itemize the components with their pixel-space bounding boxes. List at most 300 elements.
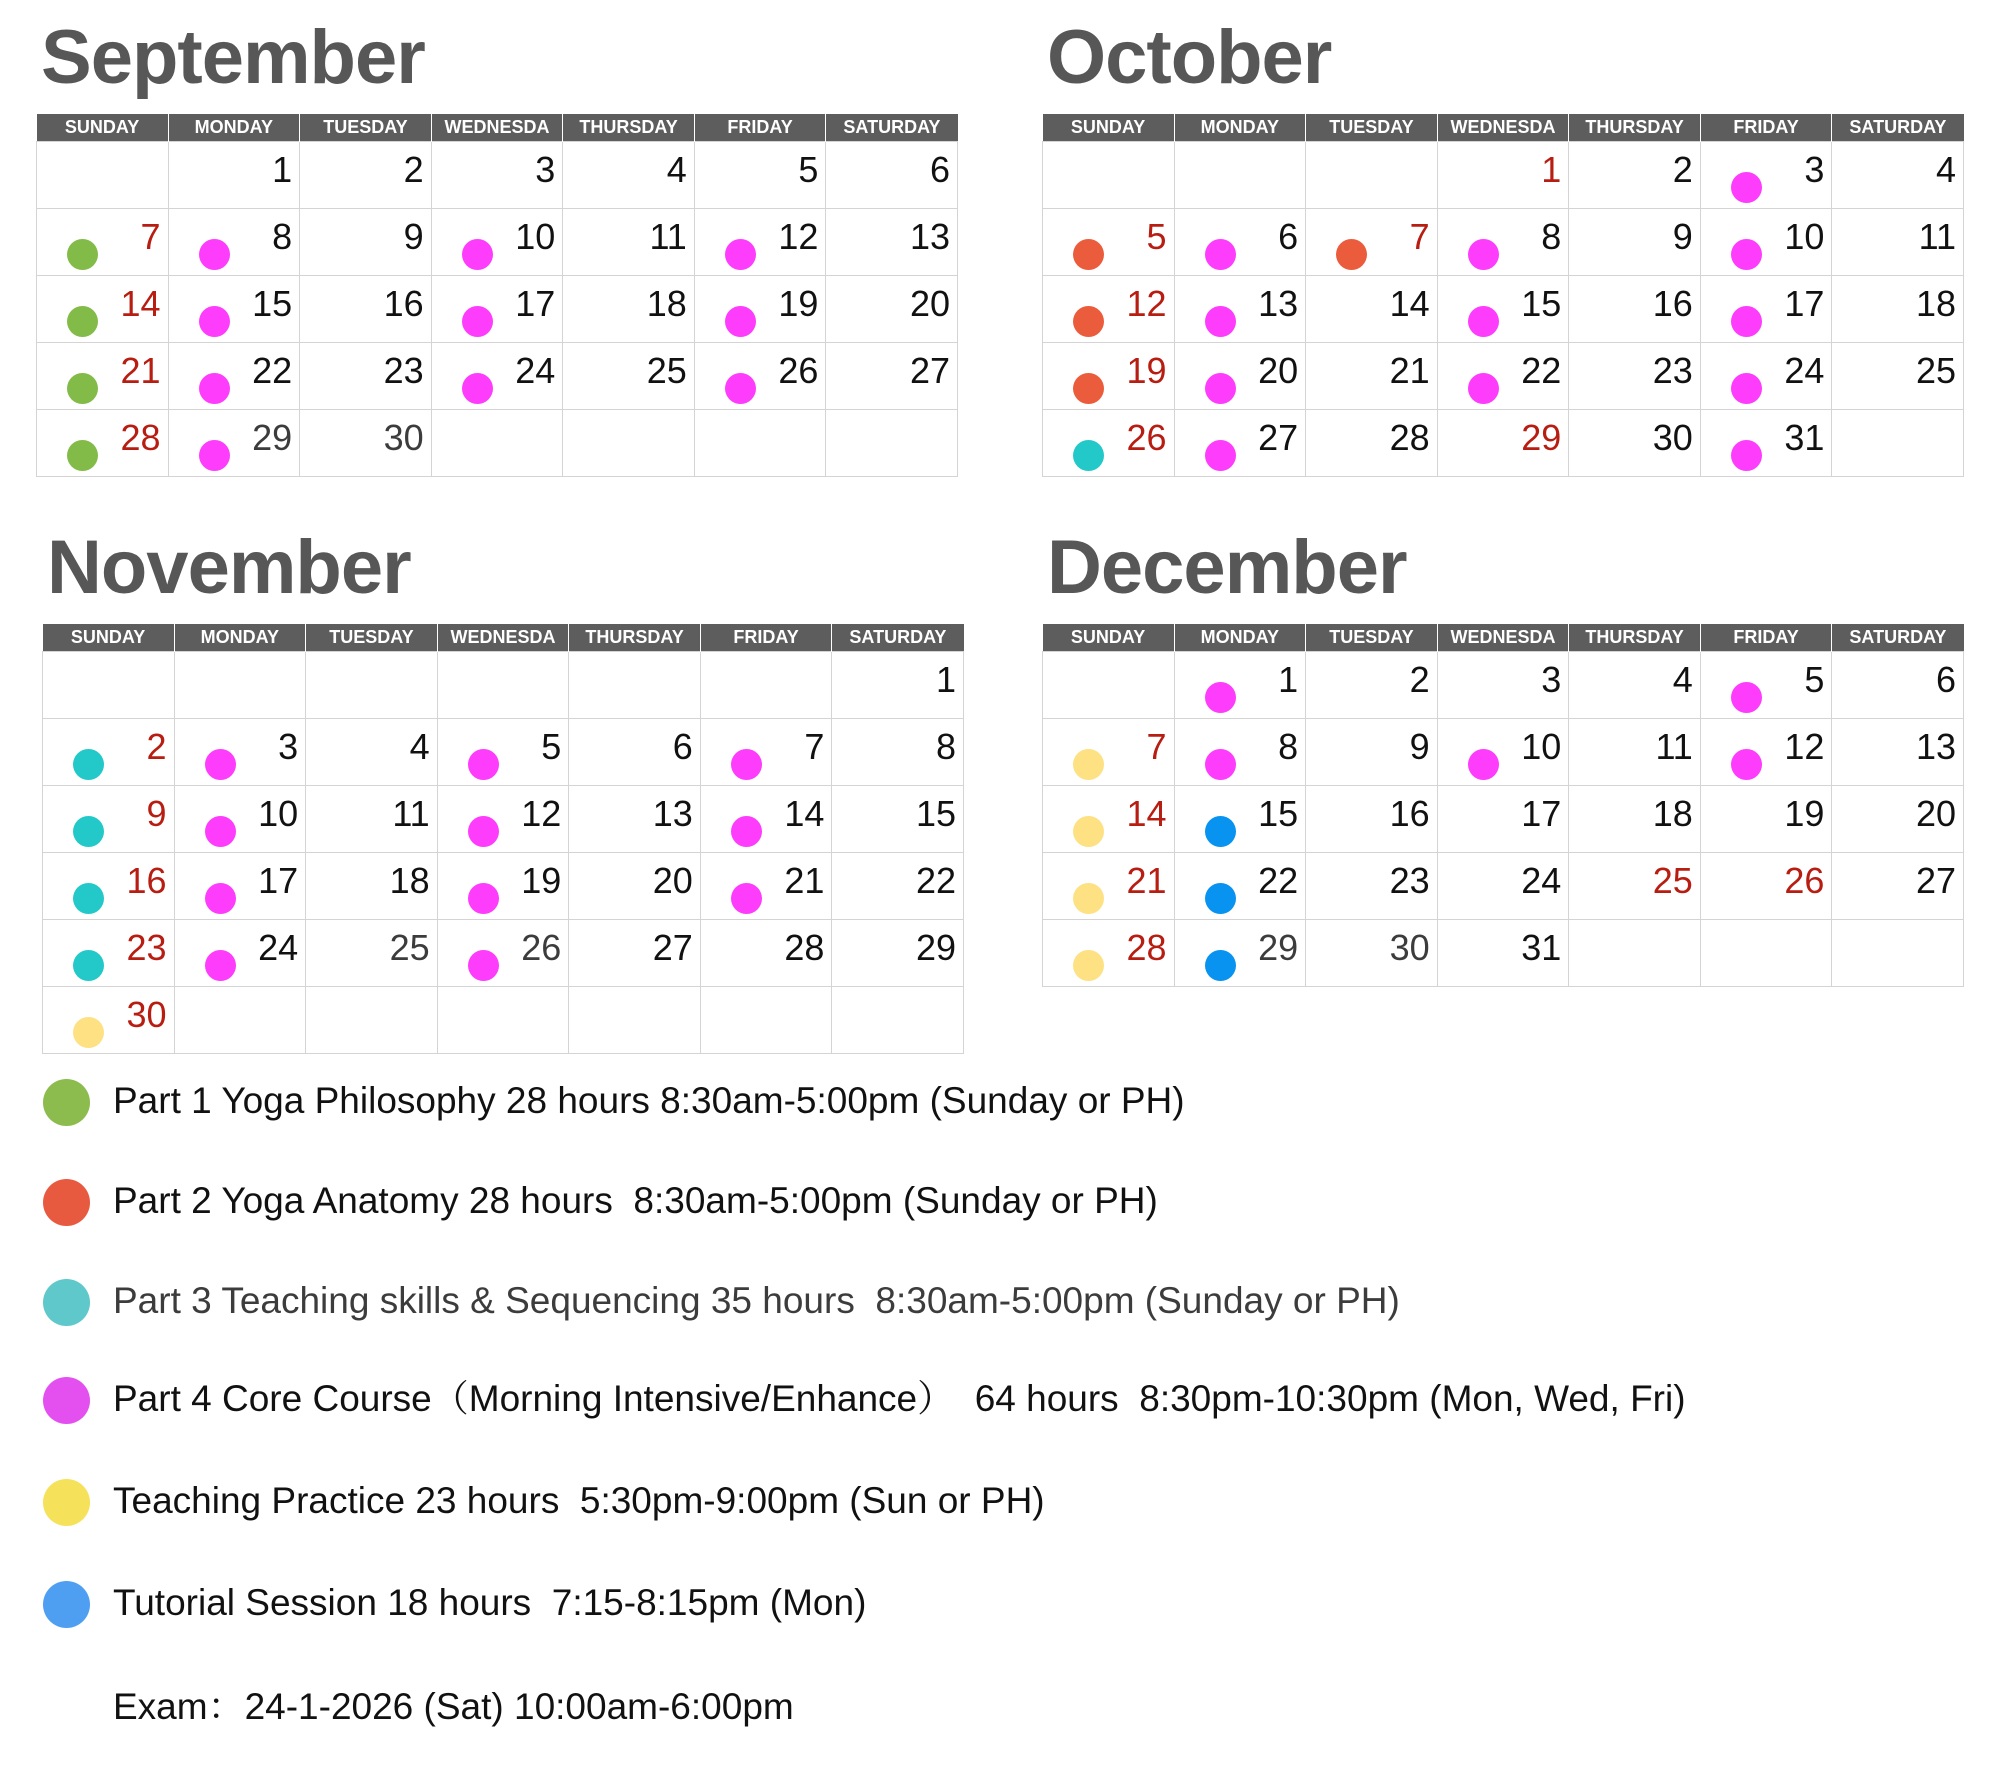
day-number: 24 (258, 927, 299, 968)
month-title: October (1047, 15, 1332, 100)
day-number: 7 (1146, 726, 1167, 767)
empty-day-cell (1832, 410, 1964, 477)
empty-day-cell (37, 142, 169, 209)
session-dot-anatomy-icon (1336, 239, 1367, 270)
weekday-header-row (43, 624, 964, 652)
day-cell (431, 343, 563, 410)
day-number: 20 (652, 860, 693, 901)
week-row (1043, 343, 1964, 410)
day-number: 6 (672, 726, 693, 767)
day-cell (569, 719, 701, 786)
session-dot-core-icon (1468, 749, 1499, 780)
session-dot-core-icon (1731, 306, 1762, 337)
day-number: 24 (515, 350, 556, 391)
day-number: 30 (1652, 417, 1693, 458)
day-number: 12 (1126, 283, 1167, 324)
session-dot-core-icon (725, 306, 756, 337)
week-row (1043, 920, 1964, 987)
day-cell (1700, 343, 1832, 410)
day-number: 21 (1389, 350, 1430, 391)
day-cell (1043, 853, 1175, 920)
day-cell (1569, 209, 1701, 276)
day-cell (1437, 209, 1569, 276)
day-number: 31 (1521, 927, 1562, 968)
day-number: 16 (1652, 283, 1693, 324)
day-number: 29 (252, 417, 293, 458)
day-number: 3 (278, 726, 299, 767)
day-cell (1306, 410, 1438, 477)
day-number: 30 (1389, 927, 1430, 968)
session-dot-core-icon (199, 373, 230, 404)
day-number: 1 (272, 149, 293, 190)
legend-color-dot-icon (43, 1377, 90, 1424)
day-cell (437, 786, 569, 853)
session-dot-core-icon (468, 749, 499, 780)
week-row (43, 652, 964, 719)
empty-day-cell (569, 987, 701, 1054)
weekday-header-row (1043, 114, 1964, 142)
day-number: 9 (146, 793, 167, 834)
day-number: 7 (804, 726, 825, 767)
day-number: 10 (1784, 216, 1825, 257)
day-number: 6 (929, 149, 950, 190)
session-dot-anatomy-icon (1073, 239, 1104, 270)
session-dot-practice-icon (1073, 950, 1104, 981)
empty-day-cell (700, 987, 832, 1054)
day-cell (1306, 652, 1438, 719)
session-dot-core-icon (1205, 440, 1236, 471)
day-number: 27 (652, 927, 693, 968)
session-dot-core-icon (1468, 373, 1499, 404)
day-cell (1832, 276, 1964, 343)
day-cell (569, 786, 701, 853)
day-cell (1043, 920, 1175, 987)
day-number: 17 (1521, 793, 1562, 834)
session-dot-core-icon (731, 749, 762, 780)
week-row (1043, 719, 1964, 786)
empty-day-cell (306, 987, 438, 1054)
day-cell (168, 276, 300, 343)
legend-label: Teaching Practice 23 hours 5:30pm-9:00pm (Sun or PH) (113, 1480, 1045, 1521)
day-number: 23 (383, 350, 424, 391)
day-cell (37, 343, 169, 410)
empty-day-cell (1832, 920, 1964, 987)
day-number: 2 (146, 726, 167, 767)
day-number: 11 (1918, 216, 1956, 257)
day-cell (1700, 719, 1832, 786)
empty-day-cell (306, 652, 438, 719)
day-cell (1174, 853, 1306, 920)
day-number: 22 (252, 350, 293, 391)
day-number: 10 (515, 216, 556, 257)
day-cell (1832, 343, 1964, 410)
day-cell (694, 209, 826, 276)
day-number: 2 (1409, 659, 1430, 700)
legend-label: Part 2 Yoga Anatomy 28 hours 8:30am-5:00pm (Sunday or PH) (113, 1180, 1158, 1221)
day-cell (700, 920, 832, 987)
day-cell (437, 719, 569, 786)
weekday-header: TUESDAY (300, 114, 432, 142)
empty-day-cell (174, 652, 306, 719)
session-dot-core-icon (1731, 373, 1762, 404)
day-number: 16 (1389, 793, 1430, 834)
day-cell (1700, 142, 1832, 209)
month-title: November (47, 525, 411, 610)
day-cell (43, 786, 175, 853)
legend-color-dot-icon (43, 1179, 90, 1226)
session-dot-core-icon (1205, 682, 1236, 713)
day-number: 21 (784, 860, 825, 901)
weekday-header: SUNDAY (37, 114, 169, 142)
day-cell (563, 142, 695, 209)
day-number: 14 (120, 283, 161, 324)
day-number: 30 (126, 994, 167, 1035)
day-number: 31 (1784, 417, 1825, 458)
day-cell (1832, 719, 1964, 786)
day-number: 23 (1389, 860, 1430, 901)
weekday-header: THURSDAY (563, 114, 695, 142)
day-cell (168, 209, 300, 276)
month-title: September (41, 15, 425, 100)
day-cell (700, 786, 832, 853)
day-number: 18 (1652, 793, 1693, 834)
day-number: 21 (1126, 860, 1167, 901)
session-dot-core-icon (205, 883, 236, 914)
day-number: 14 (1126, 793, 1167, 834)
day-number: 29 (915, 927, 956, 968)
day-cell (1700, 786, 1832, 853)
weekday-header: MONDAY (1174, 114, 1306, 142)
day-number: 25 (646, 350, 687, 391)
day-number: 25 (389, 927, 430, 968)
weekday-header: SUNDAY (43, 624, 175, 652)
day-cell (1437, 410, 1569, 477)
day-cell (1174, 276, 1306, 343)
day-cell (1437, 142, 1569, 209)
day-cell (1306, 209, 1438, 276)
day-number: 18 (1915, 283, 1956, 324)
day-cell (1700, 853, 1832, 920)
week-row (43, 987, 964, 1054)
day-cell (1832, 142, 1964, 209)
day-number: 25 (1915, 350, 1956, 391)
day-cell (306, 853, 438, 920)
session-dot-teaching-skills-icon (1073, 440, 1104, 471)
day-number: 26 (1784, 860, 1825, 901)
day-cell (1043, 719, 1175, 786)
week-row (1043, 786, 1964, 853)
session-dot-teaching-skills-icon (73, 749, 104, 780)
day-cell (1569, 276, 1701, 343)
day-cell (563, 276, 695, 343)
day-number: 6 (1278, 216, 1299, 257)
day-number: 23 (1652, 350, 1693, 391)
session-dot-core-icon (199, 440, 230, 471)
day-number: 12 (521, 793, 562, 834)
weekday-header-row (1043, 624, 1964, 652)
day-number: 28 (784, 927, 825, 968)
week-row (43, 853, 964, 920)
day-number: 26 (521, 927, 562, 968)
day-cell (569, 853, 701, 920)
day-cell (569, 920, 701, 987)
day-cell (832, 786, 964, 853)
session-dot-core-icon (1731, 682, 1762, 713)
day-cell (1306, 276, 1438, 343)
weekday-header: TUESDAY (306, 624, 438, 652)
day-cell (174, 920, 306, 987)
day-cell (1043, 209, 1175, 276)
session-dot-core-icon (725, 373, 756, 404)
day-cell (826, 142, 958, 209)
session-dot-practice-icon (1073, 749, 1104, 780)
day-cell (437, 853, 569, 920)
day-cell (1700, 410, 1832, 477)
weekday-header: FRIDAY (1700, 114, 1832, 142)
day-number: 16 (126, 860, 167, 901)
session-dot-tutorial-icon (1205, 950, 1236, 981)
day-cell (1569, 652, 1701, 719)
weekday-header: MONDAY (174, 624, 306, 652)
day-cell (1043, 410, 1175, 477)
day-number: 3 (535, 149, 556, 190)
day-number: 2 (1672, 149, 1693, 190)
day-number: 29 (1521, 417, 1562, 458)
day-cell (1437, 343, 1569, 410)
day-number: 17 (515, 283, 556, 324)
day-number: 28 (1389, 417, 1430, 458)
day-cell (1043, 343, 1175, 410)
session-dot-core-icon (1205, 239, 1236, 270)
day-number: 27 (909, 350, 950, 391)
day-number: 9 (403, 216, 424, 257)
day-cell (1437, 853, 1569, 920)
day-cell (1437, 920, 1569, 987)
exam-text: Exam：24-1-2026 (Sat) 10:00am-6:00pm (113, 1686, 794, 1727)
week-row (1043, 142, 1964, 209)
empty-day-cell (1569, 920, 1701, 987)
day-cell (1174, 786, 1306, 853)
day-number: 11 (649, 216, 687, 257)
weekday-header: SATURDAY (1832, 114, 1964, 142)
empty-day-cell (437, 987, 569, 1054)
session-dot-core-icon (468, 950, 499, 981)
calendar-table (1042, 114, 1964, 477)
empty-day-cell (563, 410, 695, 477)
empty-day-cell (174, 987, 306, 1054)
weekday-header: TUESDAY (1306, 624, 1438, 652)
empty-day-cell (700, 652, 832, 719)
day-number: 26 (1126, 417, 1167, 458)
day-number: 15 (915, 793, 956, 834)
empty-day-cell (1306, 142, 1438, 209)
day-cell (1174, 343, 1306, 410)
day-cell (37, 209, 169, 276)
weekday-header: WEDNESDA (431, 114, 563, 142)
day-number: 23 (126, 927, 167, 968)
day-cell (563, 343, 695, 410)
day-cell (1437, 276, 1569, 343)
empty-day-cell (43, 652, 175, 719)
session-dot-core-icon (1731, 440, 1762, 471)
day-cell (1174, 652, 1306, 719)
day-number: 4 (666, 149, 687, 190)
day-number: 17 (1784, 283, 1825, 324)
legend-color-dot-icon (43, 1479, 90, 1526)
empty-day-cell (1174, 142, 1306, 209)
week-row (1043, 853, 1964, 920)
day-cell (1569, 853, 1701, 920)
day-cell (1832, 786, 1964, 853)
session-dot-philosophy-icon (67, 239, 98, 270)
day-number: 15 (1258, 793, 1299, 834)
day-cell (1437, 786, 1569, 853)
day-cell (826, 343, 958, 410)
calendar-table (36, 114, 958, 477)
session-dot-core-icon (725, 239, 756, 270)
legend-label: Part 4 Core Course（Morning Intensive/Enhance） 64 hours 8:30pm-10:30pm (Mon, Wed, Fri) (113, 1378, 1686, 1419)
day-cell (1306, 719, 1438, 786)
weekday-header: WEDNESDA (437, 624, 569, 652)
day-number: 13 (909, 216, 950, 257)
day-cell (43, 920, 175, 987)
day-cell (1043, 786, 1175, 853)
session-dot-core-icon (462, 373, 493, 404)
legend-label: Part 3 Teaching skills & Sequencing 35 hours 8:30am-5:00pm (Sunday or PH) (113, 1280, 1400, 1321)
day-cell (1832, 853, 1964, 920)
day-number: 4 (409, 726, 430, 767)
day-cell (174, 853, 306, 920)
week-row (37, 343, 958, 410)
day-cell (43, 987, 175, 1054)
day-number: 8 (935, 726, 956, 767)
day-number: 1 (1278, 659, 1299, 700)
day-cell (300, 209, 432, 276)
weekday-header: FRIDAY (694, 114, 826, 142)
day-number: 5 (1146, 216, 1167, 257)
day-number: 7 (140, 216, 161, 257)
week-row (37, 276, 958, 343)
week-row (37, 209, 958, 276)
day-number: 17 (258, 860, 299, 901)
weekday-header: SUNDAY (1043, 114, 1175, 142)
session-dot-teaching-skills-icon (73, 883, 104, 914)
week-row (1043, 209, 1964, 276)
calendar-table (42, 624, 964, 1054)
weekday-header: SUNDAY (1043, 624, 1175, 652)
day-number: 18 (646, 283, 687, 324)
day-number: 26 (778, 350, 819, 391)
day-number: 19 (778, 283, 819, 324)
day-cell (300, 410, 432, 477)
day-number: 12 (778, 216, 819, 257)
session-dot-core-icon (205, 950, 236, 981)
weekday-header: SATURDAY (832, 624, 964, 652)
day-cell (1306, 343, 1438, 410)
empty-day-cell (826, 410, 958, 477)
week-row (37, 410, 958, 477)
day-cell (694, 343, 826, 410)
day-cell (826, 209, 958, 276)
day-cell (1437, 652, 1569, 719)
day-number: 27 (1915, 860, 1956, 901)
weekday-header: SATURDAY (826, 114, 958, 142)
day-number: 10 (1521, 726, 1562, 767)
week-row (43, 719, 964, 786)
day-number: 9 (1409, 726, 1430, 767)
day-cell (168, 410, 300, 477)
day-number: 30 (383, 417, 424, 458)
day-number: 18 (389, 860, 430, 901)
day-number: 24 (1784, 350, 1825, 391)
day-cell (43, 853, 175, 920)
day-number: 8 (272, 216, 293, 257)
day-number: 22 (1258, 860, 1299, 901)
calendar-table (1042, 624, 1964, 987)
day-cell (37, 276, 169, 343)
empty-day-cell (694, 410, 826, 477)
day-number: 28 (120, 417, 161, 458)
day-number: 22 (915, 860, 956, 901)
day-cell (1043, 276, 1175, 343)
day-number: 19 (521, 860, 562, 901)
day-number: 9 (1672, 216, 1693, 257)
day-number: 13 (652, 793, 693, 834)
session-dot-practice-icon (1073, 883, 1104, 914)
day-cell (1306, 920, 1438, 987)
weekday-header: MONDAY (168, 114, 300, 142)
day-number: 20 (909, 283, 950, 324)
session-dot-practice-icon (1073, 816, 1104, 847)
legend-color-dot-icon (43, 1581, 90, 1628)
day-number: 3 (1804, 149, 1825, 190)
day-cell (1174, 719, 1306, 786)
session-dot-core-icon (462, 239, 493, 270)
day-cell (1569, 410, 1701, 477)
day-number: 27 (1258, 417, 1299, 458)
session-dot-teaching-skills-icon (73, 950, 104, 981)
day-number: 8 (1278, 726, 1299, 767)
day-cell (832, 920, 964, 987)
day-number: 1 (1541, 149, 1562, 190)
day-cell (306, 786, 438, 853)
day-number: 19 (1784, 793, 1825, 834)
session-dot-core-icon (731, 816, 762, 847)
empty-day-cell (569, 652, 701, 719)
day-number: 20 (1258, 350, 1299, 391)
day-number: 13 (1258, 283, 1299, 324)
session-dot-teaching-skills-icon (73, 816, 104, 847)
day-number: 5 (541, 726, 562, 767)
day-number: 15 (1521, 283, 1562, 324)
legend-label: Part 1 Yoga Philosophy 28 hours 8:30am-5:00pm (Sunday or PH) (113, 1080, 1185, 1121)
session-dot-core-icon (199, 239, 230, 270)
day-number: 29 (1258, 927, 1299, 968)
day-cell (1437, 719, 1569, 786)
session-dot-tutorial-icon (1205, 816, 1236, 847)
session-dot-core-icon (1731, 239, 1762, 270)
day-cell (300, 343, 432, 410)
weekday-header: SATURDAY (1832, 624, 1964, 652)
session-dot-philosophy-icon (67, 306, 98, 337)
empty-day-cell (1043, 142, 1175, 209)
weekday-header: FRIDAY (700, 624, 832, 652)
session-dot-core-icon (1731, 172, 1762, 203)
day-number: 11 (392, 793, 430, 834)
weekday-header-row (37, 114, 958, 142)
empty-day-cell (832, 987, 964, 1054)
week-row (37, 142, 958, 209)
